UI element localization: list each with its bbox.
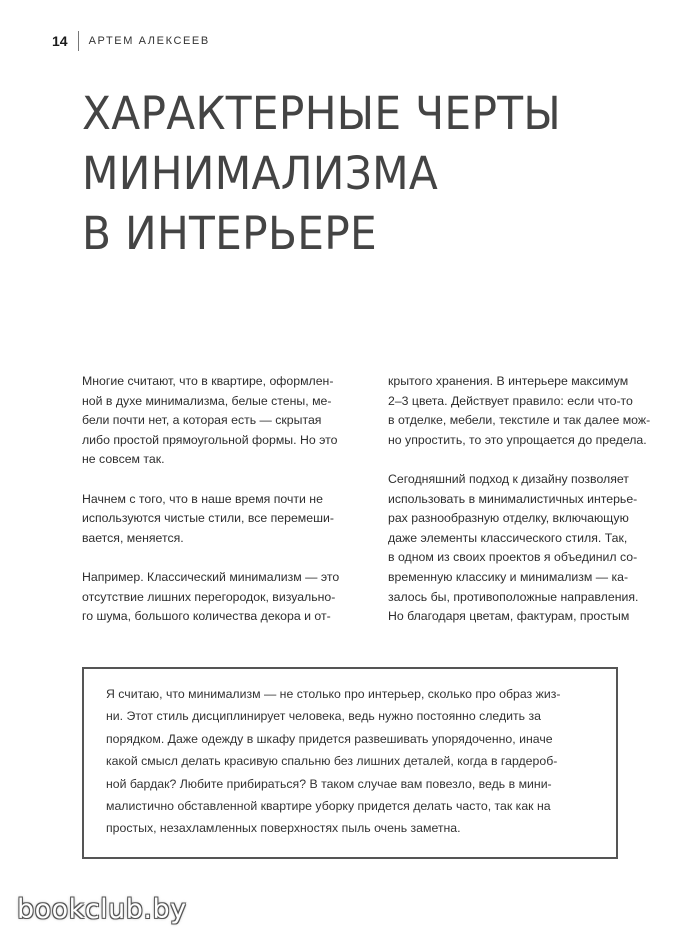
body-column-left: [82, 372, 367, 627]
quote-line: Я считаю, что минимализм — не столько про интерьер, сколько про образ жиз-: [106, 687, 561, 701]
text-line: вается, меняется.: [82, 530, 184, 545]
header-divider: [78, 31, 79, 51]
text-line: не совсем так.: [82, 452, 165, 467]
text-line: отсутствие лишних перегородок, визуально-: [82, 589, 336, 604]
text-line: Сегодняшний подход к дизайну позволяет: [388, 471, 629, 486]
title-line: ХАРАКТЕРНЫЕ ЧЕРТЫ: [82, 87, 561, 140]
text-line: Многие считают, что в квартире, оформлен-: [82, 374, 334, 388]
text-line: использовать в минималистичных интерье-: [388, 491, 638, 506]
quote-line: малистично обставленной квартире уборку придется делать часто, так как на: [106, 799, 551, 814]
text-line: либо простой прямоугольной формы. Но это: [82, 432, 338, 447]
paragraph: [388, 470, 673, 627]
text-line: бели почти нет, а которая есть — скрытая: [82, 413, 322, 428]
text-line: рах разнообразную отделку, включающую: [388, 511, 629, 526]
text-line: ной в духе минимализма, белые стены, ме-: [82, 393, 332, 408]
paragraph-gap: [82, 548, 367, 568]
chapter-title: [82, 84, 646, 264]
paragraph-gap: [82, 470, 367, 490]
text-line: в одном из своих проектов я объединил со-: [388, 550, 638, 565]
author-name: АРТЕМ АЛЕКСЕЕВ: [88, 35, 210, 47]
text-line: временную классику и минимализм — ка-: [388, 569, 629, 584]
running-header: [52, 31, 210, 51]
text-line: 2–3 цвета. Действует правило: если что-то: [388, 393, 633, 408]
page-number: 14: [52, 33, 68, 49]
text-line: Например. Классический минимализм — это: [82, 569, 340, 584]
title-line: В ИНТЕРЬЕРЕ: [82, 207, 378, 260]
paragraph-gap: [388, 450, 673, 470]
text-line: крытого хранения. В интерьере максимум: [388, 374, 629, 388]
paragraph: [82, 490, 367, 549]
quote-box: [82, 667, 618, 859]
title-line: МИНИМАЛИЗМА: [82, 147, 439, 200]
text-line: залось бы, противоположные направления.: [388, 589, 639, 604]
text-line: в отделке, мебели, текстиле и так далее мож-: [388, 413, 651, 428]
text-line: используются чистые стили, все перемеши-: [82, 511, 334, 526]
watermark: bookclub.by: [17, 894, 187, 925]
quote-line: ни. Этот стиль дисциплинирует человека, ведь нужно постоянно следить за: [106, 709, 541, 724]
text-line: но упростить, то это упрощается до предела.: [388, 432, 647, 447]
text-line: го шума, большого количества декора и от-: [82, 609, 331, 624]
paragraph: [82, 372, 367, 470]
quote-line: ной бардак? Любите прибираться? В таком случае вам повезло, ведь в мини-: [106, 776, 552, 791]
text-line: даже элементы классического стиля. Так,: [388, 530, 628, 545]
quote-line: порядком. Даже одежду в шкафу придется развешивать упорядоченно, иначе: [106, 731, 553, 746]
quote-line: простых, незахламленных поверхностях пыль очень заметна.: [106, 821, 461, 836]
quote-line: какой смысл делать красивую спальню без лишних деталей, когда в гардероб-: [106, 754, 558, 769]
paragraph: [388, 372, 673, 450]
paragraph: [82, 568, 367, 627]
text-line: Начнем с того, что в наше время почти не: [82, 491, 323, 506]
body-column-right: [388, 372, 673, 627]
text-line: Но благодаря цветам, фактурам, простым: [388, 609, 630, 624]
